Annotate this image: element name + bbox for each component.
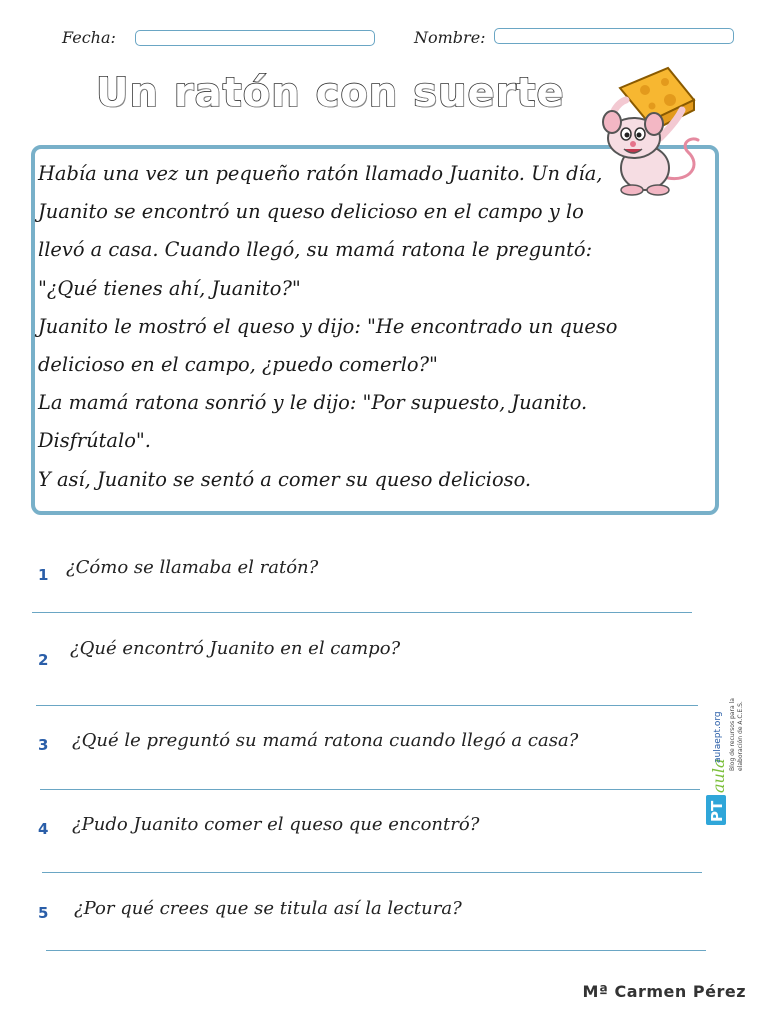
answer-line[interactable] [46,950,706,951]
story-text [38,155,698,499]
story-paragraph: La mamá ratona sonrió y le dijo: "Por supuesto, Juanito. Disfrútalo". [38,391,588,453]
question-text: ¿Qué le preguntó su mamá ratona cuando llegó a casa? [72,730,579,751]
page-title: Un ratón con suerte [96,70,565,116]
answer-line[interactable] [40,789,700,790]
svg-text:aula: aula [709,758,728,793]
author-credit: Mª Carmen Pérez [582,982,746,1001]
answer-line[interactable] [32,612,692,613]
mouse-with-cheese-illustration [590,60,720,200]
question-text: ¿Pudo Juanito comer el queso que encontró? [72,814,480,835]
question-number: 1 [38,566,49,584]
logo-tagline-2: elaboración de A.C.E.S. [737,701,744,771]
svg-text:PT: PT [708,800,726,822]
question-number: 2 [38,651,49,669]
story-paragraph: Y así, Juanito se sentó a comer su queso delicioso. [38,467,532,491]
story-paragraph: Había una vez un pequeño ratón llamado Juanito. Un día, Juanito se encontró un queso delicioso en el campo y lo llevó a casa. Cuando llegó, su mamá ratona le preguntó: "¿Qué tienes ahí, Juanito?" [38,162,603,300]
answer-line[interactable] [36,705,698,706]
answer-line[interactable] [42,872,702,873]
question-text: ¿Cómo se llamaba el ratón? [66,557,319,578]
name-field[interactable] [494,28,734,44]
aulapt-logo [688,686,748,831]
logo-tagline-1: Blog de recursos para la [729,698,736,771]
date-label: Fecha: [62,28,116,47]
logo-url: aulaept.org [713,711,723,763]
question-number: 5 [38,904,49,922]
question-text: ¿Qué encontró Juanito en el campo? [70,638,401,659]
question-number: 3 [38,736,49,754]
question-text: ¿Por qué crees que se titula así la lectura? [74,898,462,919]
story-paragraph: Juanito le mostró el queso y dijo: "He encontrado un queso delicioso en el campo, ¿puedo comerlo?" [38,314,618,377]
name-label: Nombre: [414,28,486,47]
date-field[interactable] [135,30,375,46]
question-number: 4 [38,820,49,838]
